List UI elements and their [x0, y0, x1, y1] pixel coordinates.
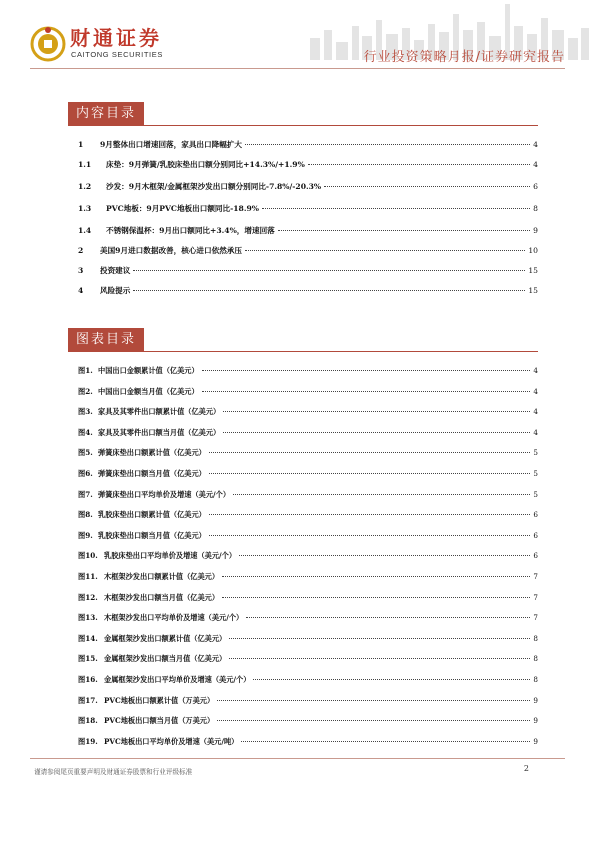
toc-entry-page: 15 — [528, 266, 538, 275]
toc-entry-number: 1.3 — [78, 204, 92, 213]
contents-title-bar — [68, 102, 538, 126]
dot-leader — [217, 700, 530, 701]
dot-leader — [209, 452, 531, 453]
figure-entry-page: 8 — [533, 675, 538, 684]
figure-entry-page: 5 — [533, 469, 538, 478]
figure-entry-title: 金属框架沙发出口平均单价及增速（美元/个） — [104, 675, 251, 684]
dot-leader — [229, 638, 530, 639]
figure-entry-label: 图19. — [78, 736, 98, 746]
figure-entry-title: PVC地板出口额当月值（万美元） — [104, 716, 215, 726]
figure-entry-label: 图9. — [78, 530, 93, 540]
figure-entry[interactable] — [78, 405, 538, 419]
figure-entry-title: 家具及其零件出口额当月值（亿美元） — [98, 427, 221, 437]
figure-entry-label: 图3. — [78, 407, 93, 417]
dot-leader — [133, 290, 525, 291]
figure-entry-label: 图12. — [78, 592, 98, 602]
toc-entry-title: 投资建议 — [100, 266, 131, 275]
toc-entry-number: 1 — [78, 140, 84, 149]
figure-entry-page: 6 — [533, 551, 538, 561]
figure-entry-title: 弹簧床垫出口额当月值（亿美元） — [98, 469, 206, 478]
figure-entry[interactable] — [78, 591, 538, 605]
figure-entry-page: 8 — [533, 633, 538, 643]
figure-entry-page: 7 — [533, 572, 538, 581]
figure-entry-label: 图5. — [78, 448, 93, 458]
footer-disclaimer: 谨请参阅尾页重要声明及财通证券股票和行业评级标准 — [34, 768, 193, 776]
caitong-logo-icon — [30, 26, 66, 62]
figure-entry-title: 木框架沙发出口额累计值（亿美元） — [104, 572, 220, 581]
figure-entry-page: 6 — [533, 510, 538, 520]
figure-entry[interactable] — [78, 570, 538, 584]
figure-entry[interactable] — [78, 426, 538, 440]
dot-leader — [217, 720, 530, 721]
figure-entry[interactable] — [78, 467, 538, 481]
toc-entry-page: 4 — [533, 140, 538, 149]
figure-entry-label: 图15. — [78, 654, 98, 664]
figure-entry[interactable] — [78, 488, 538, 502]
dot-leader — [233, 494, 530, 495]
figure-entry-page: 9 — [533, 716, 538, 726]
dot-leader — [245, 250, 525, 251]
figure-entry[interactable] — [78, 735, 538, 749]
figure-entry[interactable] — [78, 694, 538, 708]
toc-entry[interactable] — [78, 244, 538, 258]
dot-leader — [209, 473, 531, 474]
toc-entry[interactable] — [78, 138, 538, 152]
figure-entry[interactable] — [78, 385, 538, 399]
toc-entry-number: 1.2 — [78, 182, 92, 191]
dot-leader — [222, 597, 530, 598]
figure-entry-title: 弹簧床垫出口额累计值（亿美元） — [98, 448, 206, 458]
toc-entry[interactable] — [78, 264, 538, 278]
figure-entry[interactable] — [78, 652, 538, 666]
figures-title: 图表目录 — [68, 328, 144, 352]
figure-entry-title: 木框架沙发出口额当月值（亿美元） — [104, 592, 220, 602]
dot-leader — [202, 370, 531, 371]
dot-leader — [223, 432, 530, 433]
figure-entry-label: 图8. — [78, 510, 93, 520]
header-divider — [30, 68, 565, 69]
dot-leader — [223, 411, 530, 412]
toc-entry[interactable] — [78, 180, 538, 194]
page-header — [0, 0, 595, 80]
figure-entry[interactable] — [78, 364, 538, 378]
dot-leader — [245, 144, 530, 145]
toc-entry-title: 沙发：9月木框架/金属框架沙发出口额分别同比-7.8%/-20.3% — [106, 182, 322, 191]
toc-entry[interactable] — [78, 224, 538, 238]
figure-entry[interactable] — [78, 446, 538, 460]
dot-leader — [133, 270, 525, 271]
figure-entry-label: 图10. — [78, 551, 98, 561]
figure-entry-title: 中国出口金额当月值（亿美元） — [98, 386, 199, 396]
figure-entry-label: 图17. — [78, 695, 98, 705]
figure-entry-label: 图4. — [78, 427, 93, 437]
figure-entry-label: 图18. — [78, 716, 98, 726]
dot-leader — [324, 186, 530, 187]
caitong-logo — [30, 26, 180, 62]
figure-entry-page: 4 — [533, 427, 538, 437]
dot-leader — [278, 230, 530, 231]
figure-entry-page: 8 — [533, 654, 538, 664]
toc-entry-number: 2 — [78, 246, 84, 255]
dot-leader — [209, 535, 531, 536]
dot-leader — [229, 658, 530, 659]
figure-entry-page: 9 — [533, 736, 538, 746]
figure-entry-label: 图11. — [78, 572, 98, 581]
toc-entry-page: 6 — [533, 182, 538, 191]
dot-leader — [253, 679, 530, 680]
figure-entry-title: 中国出口金额累计值（亿美元） — [98, 366, 199, 375]
figure-entry-title: PVC地板出口额累计值（万美元） — [104, 695, 215, 705]
dot-leader — [222, 576, 530, 577]
dot-leader — [308, 164, 530, 165]
figures-title-bar — [68, 328, 538, 352]
figure-entry[interactable] — [78, 611, 538, 625]
toc-entry[interactable] — [78, 158, 538, 172]
report-type-label: 行业投资策略月报/证券研究报告 — [363, 50, 565, 65]
figure-entry-label: 图2. — [78, 386, 93, 396]
toc-entry-number: 3 — [78, 266, 84, 275]
figure-entry-title: PVC地板出口平均单价及增速（美元/吨） — [104, 736, 239, 746]
toc-entry-title: 床垫：9月弹簧/乳胶床垫出口额分别同比+14.3%/+1.9% — [106, 160, 305, 169]
toc-entry-page: 4 — [533, 160, 538, 169]
figure-entry-label: 图1. — [78, 366, 93, 375]
figure-entry-label: 图13. — [78, 613, 98, 623]
figure-entry-page: 6 — [533, 530, 538, 540]
figure-entry-title: 乳胶床垫出口额累计值（亿美元） — [98, 510, 206, 520]
figure-entry-label: 图16. — [78, 675, 98, 684]
toc-entry[interactable] — [78, 202, 538, 216]
figure-entry-title: 金属框架沙发出口额当月值（亿美元） — [104, 654, 227, 664]
figure-entry-title: 乳胶床垫出口平均单价及增速（美元/个） — [104, 551, 237, 561]
figure-entry[interactable] — [78, 714, 538, 728]
toc-entry-number: 4 — [78, 286, 84, 295]
toc-entry-page: 8 — [533, 204, 538, 213]
figure-entry-page: 4 — [533, 386, 538, 396]
page-number: 2 — [523, 764, 529, 773]
toc-entry-page: 9 — [533, 226, 538, 235]
figure-entry-page: 7 — [533, 592, 538, 602]
dot-leader — [246, 617, 530, 618]
figure-entry-label: 图6. — [78, 469, 93, 478]
toc-entry-number: 1.4 — [78, 226, 92, 235]
figure-entry-title: 金属框架沙发出口额累计值（亿美元） — [104, 633, 227, 643]
toc-entry-page: 10 — [528, 246, 538, 255]
dot-leader — [202, 391, 531, 392]
figure-entry-label: 图14. — [78, 633, 98, 643]
figure-entry-page: 9 — [533, 695, 538, 705]
toc-entry-title: 美国9月进口数据改善，核心进口依然承压 — [100, 246, 242, 255]
figure-entry[interactable] — [78, 549, 538, 563]
toc-entry-page: 15 — [528, 286, 538, 295]
figure-entry-title: 弹簧床垫出口平均单价及增速（美元/个） — [98, 489, 231, 499]
figure-entry-title: 家具及其零件出口额累计值（亿美元） — [98, 407, 221, 417]
footer-divider — [30, 758, 565, 759]
figure-entry[interactable] — [78, 673, 538, 687]
logo-chinese-name: 财通证券 — [70, 26, 162, 50]
toc-entry-title: 不锈钢保温杯：9月出口额同比+3.4%，增速回落 — [106, 226, 275, 235]
figure-entry[interactable] — [78, 529, 538, 543]
toc-entry-title: 9月整体出口增速回落，家具出口降幅扩大 — [100, 140, 242, 149]
figure-entry[interactable] — [78, 632, 538, 646]
figure-entry-page: 7 — [533, 613, 538, 623]
figure-entry-page: 5 — [533, 448, 538, 458]
toc-entry-title: 风险提示 — [100, 286, 131, 295]
dot-leader — [241, 741, 530, 742]
dot-leader — [262, 208, 530, 209]
figure-entry-page: 5 — [533, 489, 538, 499]
toc-entry[interactable] — [78, 284, 538, 298]
figure-entry[interactable] — [78, 508, 538, 522]
toc-entry-title: PVC地板：9月PVC地板出口额同比-18.9% — [106, 204, 259, 213]
dot-leader — [209, 514, 531, 515]
dot-leader — [239, 555, 530, 556]
figure-entry-label: 图7. — [78, 489, 93, 499]
figure-entry-page: 4 — [533, 366, 538, 375]
logo-english-name: CAITONG SECURITIES — [71, 50, 163, 59]
figure-entry-title: 乳胶床垫出口额当月值（亿美元） — [98, 530, 206, 540]
toc-entry-number: 1.1 — [78, 160, 92, 169]
figure-entry-page: 4 — [533, 407, 538, 417]
figure-entry-title: 木框架沙发出口平均单价及增速（美元/个） — [104, 613, 244, 623]
contents-title: 内容目录 — [68, 102, 144, 126]
